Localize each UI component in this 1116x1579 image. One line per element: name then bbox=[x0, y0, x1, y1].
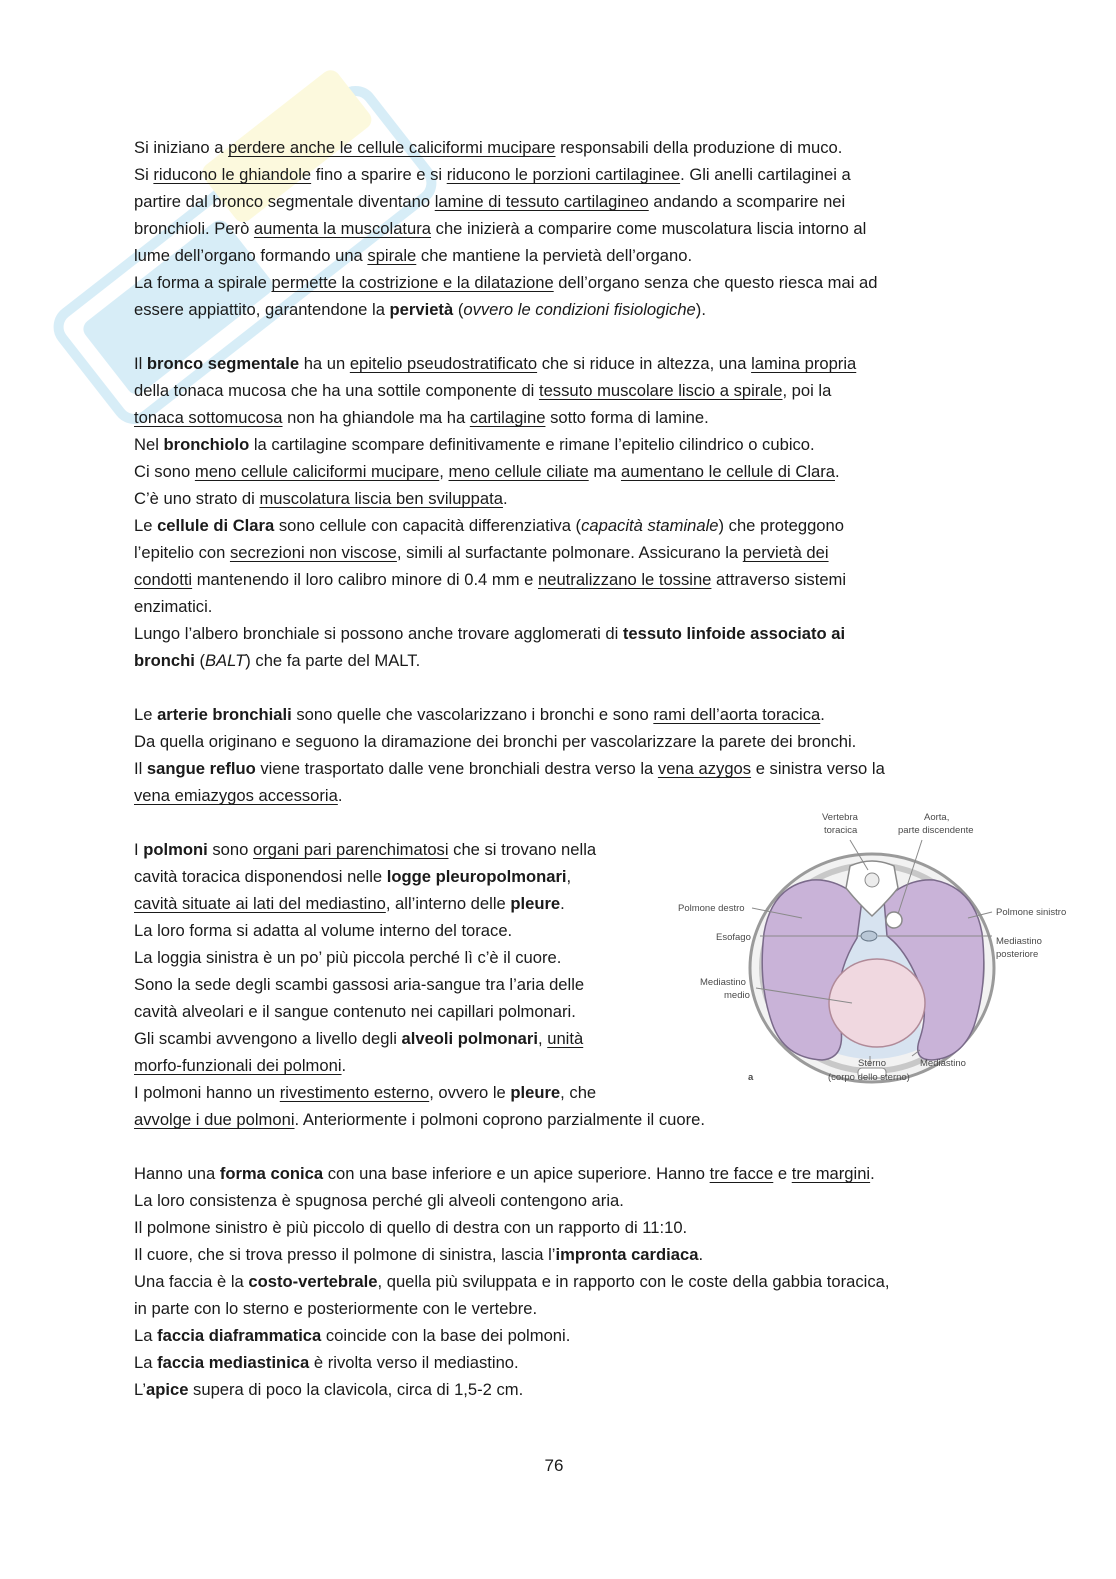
text-line: Si iniziano a perdere anche le cellule caliciformi mucipare responsabili della produzione di muco. bbox=[134, 138, 843, 157]
text-line: cavità toracica disponendosi nelle logge pleuropolmonari, bbox=[134, 867, 572, 886]
label-vertebra: Vertebra bbox=[822, 812, 858, 823]
label-panel: a bbox=[748, 1072, 754, 1083]
paragraph-bronchial-changes bbox=[134, 134, 984, 323]
paragraph-arterie-bronchiali bbox=[134, 701, 984, 809]
text-line: cavità alveolari e il sangue contenuto nei capillari polmonari. bbox=[134, 1002, 576, 1021]
text-line: essere appiattito, garantendone la pervietà (ovvero le condizioni fisiologiche). bbox=[134, 300, 706, 319]
text-line: lume dell’organo formando una spirale che mantiene la pervietà dell’organo. bbox=[134, 246, 693, 265]
aorta bbox=[886, 912, 902, 928]
text-line: La faccia diaframmatica coincide con la base dei polmoni. bbox=[134, 1326, 571, 1345]
label-aorta: Aorta, bbox=[924, 812, 950, 823]
text-line: Il bronco segmentale ha un epitelio pseudostratificato che si riduce in altezza, una lamina propria bbox=[134, 354, 857, 373]
text-line: Sono la sede degli scambi gassosi aria-sangue tra l’aria delle bbox=[134, 975, 585, 994]
text-line: C’è uno strato di muscolatura liscia ben sviluppata. bbox=[134, 489, 508, 508]
text-line: partire dal bronco segmentale diventano lamine di tessuto cartilagineo andando a scomparire nei bbox=[134, 192, 846, 211]
text-line: Gli scambi avvengono a livello degli alveoli polmonari, unità bbox=[134, 1029, 584, 1048]
paragraph-bronco-segmentale bbox=[134, 350, 984, 674]
text-line: enzimatici. bbox=[134, 597, 213, 616]
text-line: La loro forma si adatta al volume interno del torace. bbox=[134, 921, 513, 940]
text-line: Nel bronchiolo la cartilagine scompare definitivamente e rimane l’epitelio cilindrico o cubico. bbox=[134, 435, 815, 454]
text-line: Il cuore, che si trova presso il polmone di sinistra, lascia l’impronta cardiaca. bbox=[134, 1245, 704, 1264]
text-line: Ci sono meno cellule caliciformi mucipare, meno cellule ciliate ma aumentano le cellule di Clara. bbox=[134, 462, 840, 481]
text-line: Una faccia è la costo-vertebrale, quella più sviluppata e in rapporto con le coste della gabbia toracica, bbox=[134, 1272, 890, 1291]
text-line: Il polmone sinistro è più piccolo di quello di destra con un rapporto di 11:10. bbox=[134, 1218, 688, 1237]
text-line: cavità situate ai lati del mediastino, all’interno delle pleure. bbox=[134, 894, 565, 913]
text-line: Le cellule di Clara sono cellule con capacità differenziativa (capacità staminale) che proteggono bbox=[134, 516, 844, 535]
text-line: Si riducono le ghiandole fino a sparire e si riducono le porzioni cartilaginee. Gli anelli cartilaginei a bbox=[134, 165, 851, 184]
label-sternum-2: (corpo dello sterno) bbox=[828, 1072, 910, 1083]
text-line: Da quella originano e seguono la diramazione dei bronchi per vascolarizzare la parete dei bronchi. bbox=[134, 732, 857, 751]
text-line: in parte con lo sterno e posteriormente con le vertebre. bbox=[134, 1299, 538, 1318]
text-line: condotti mantenendo il loro calibro minore di 0.4 mm e neutralizzano le tossine attraverso sistemi bbox=[134, 570, 847, 589]
label-posterior-mediastinum: Mediastino bbox=[996, 936, 1042, 947]
text-line: bronchi (BALT) che fa parte del MALT. bbox=[134, 651, 421, 670]
heart bbox=[829, 959, 925, 1047]
text-line: l’epitelio con secrezioni non viscose, simili al surfactante polmonare. Assicurano la pervietà dei bbox=[134, 543, 829, 562]
text-line: bronchioli. Però aumenta la muscolatura che inizierà a comparire come muscolatura liscia intorno al bbox=[134, 219, 867, 238]
label-aorta-2: parte discendente bbox=[898, 825, 974, 836]
label-left-lung: Polmone sinistro bbox=[996, 907, 1067, 918]
text-line: avvolge i due polmoni. Anteriormente i polmoni coprono parzialmente il cuore. bbox=[134, 1110, 705, 1129]
label-sternum: Sterno bbox=[858, 1058, 886, 1069]
text-line: vena emiazygos accessoria. bbox=[134, 786, 343, 805]
esophagus bbox=[861, 931, 877, 941]
label-middle-mediastinum: Mediastino bbox=[700, 977, 746, 988]
text-line: morfo-funzionali dei polmoni. bbox=[134, 1056, 347, 1075]
label-posterior-mediastinum-2: posteriore bbox=[996, 949, 1039, 960]
text-line: Le arterie bronchiali sono quelle che vascolarizzano i bronchi e sono rami dell’aorta toracica. bbox=[134, 705, 825, 724]
text-line: Lungo l’albero bronchiale si possono anche trovare agglomerati di tessuto linfoide associato ai bbox=[134, 624, 846, 643]
text-line: La loro consistenza è spugnosa perché gli alveoli contengono aria. bbox=[134, 1191, 624, 1210]
text-line: La loggia sinistra è un po’ più piccola perché lì c’è il cuore. bbox=[134, 948, 562, 967]
page-number: 76 bbox=[544, 1456, 564, 1475]
text-line: Hanno una forma conica con una base inferiore e un apice superiore. Hanno tre facce e tre margini. bbox=[134, 1164, 875, 1183]
text-line: La forma a spirale permette la costrizione e la dilatazione dell’organo senza che questo riesca mai ad bbox=[134, 273, 878, 292]
text-line: La faccia mediastinica è rivolta verso il mediastino. bbox=[134, 1353, 519, 1372]
text-line: I polmoni hanno un rivestimento esterno, ovvero le pleure, che bbox=[134, 1083, 597, 1102]
text-line: della tonaca mucosa che ha una sottile componente di tessuto muscolare liscio a spirale, poi la bbox=[134, 381, 832, 400]
text-line: L’apice supera di poco la clavicola, circa di 1,5-2 cm. bbox=[134, 1380, 524, 1399]
text-line: Il sangue refluo viene trasportato dalle vene bronchiali destra verso la vena azygos e sinistra verso la bbox=[134, 759, 885, 778]
thorax-cross-section-figure bbox=[672, 808, 1092, 1108]
paragraph-forma-polmoni bbox=[134, 1160, 984, 1403]
label-esophagus: Esofago bbox=[716, 932, 751, 943]
label-mediastinum: Mediastino bbox=[920, 1058, 966, 1069]
label-right-lung: Polmone destro bbox=[678, 903, 745, 914]
text-line: tonaca sottomucosa non ha ghiandole ma ha cartilagine sotto forma di lamine. bbox=[134, 408, 709, 427]
text-line: I polmoni sono organi pari parenchimatosi che si trovano nella bbox=[134, 840, 597, 859]
label-vertebra-2: toracica bbox=[824, 825, 858, 836]
label-middle-mediastinum-2: medio bbox=[724, 990, 750, 1001]
